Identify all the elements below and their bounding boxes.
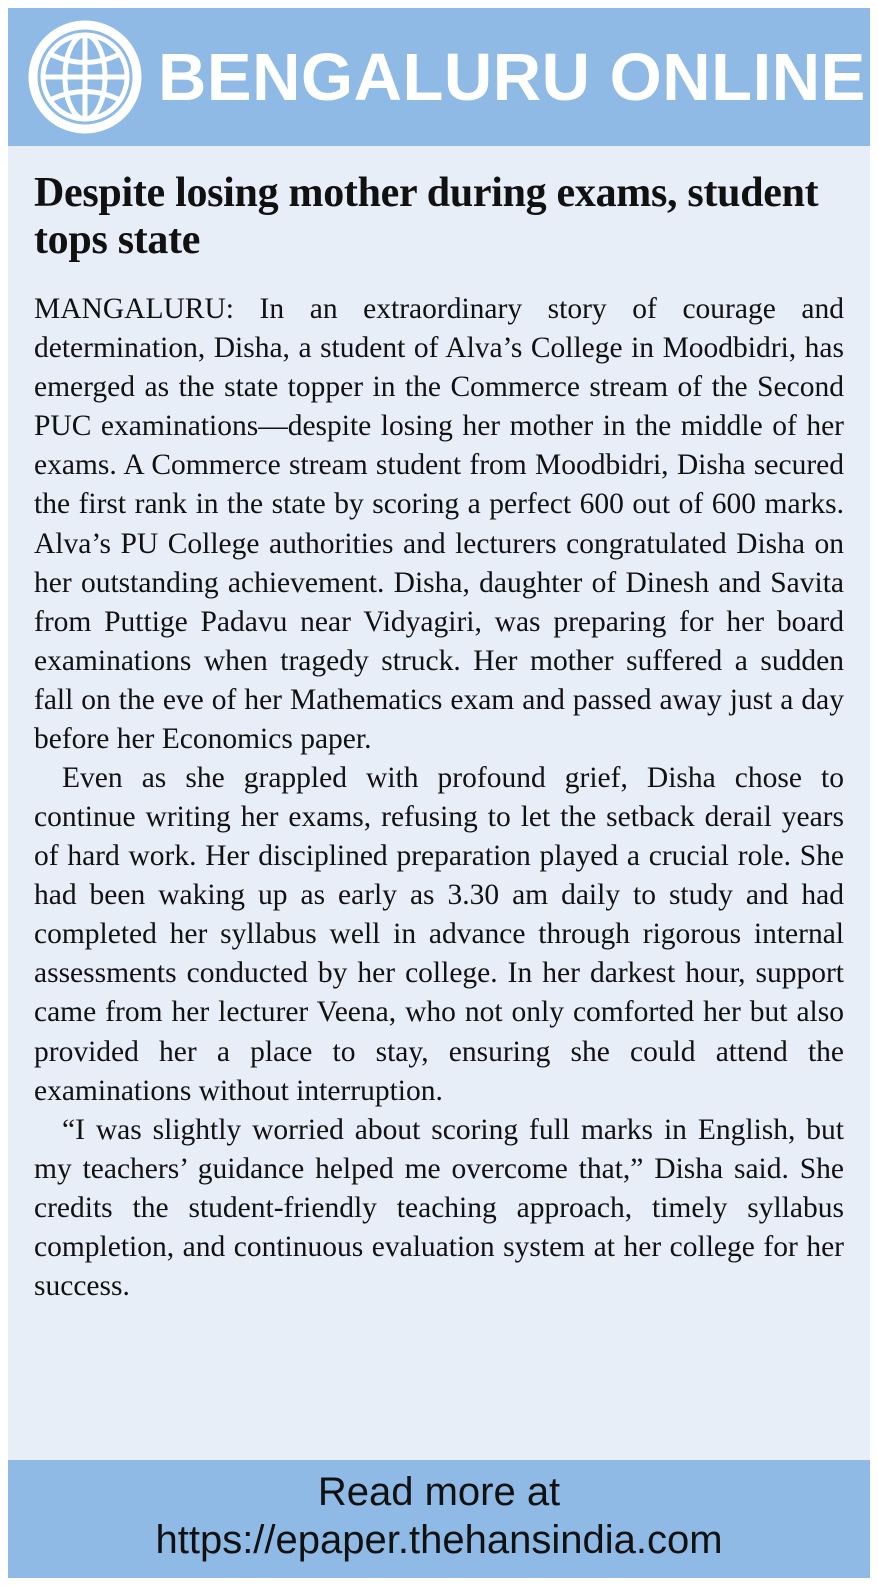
masthead-title: BENGALURU ONLINE xyxy=(158,39,866,115)
footer-cta-label: Read more at xyxy=(317,1470,561,1514)
page-title: Despite losing mother during exams, student tops state xyxy=(34,170,819,264)
globe-icon xyxy=(26,18,144,136)
footer-cta[interactable] xyxy=(8,1460,870,1578)
footer-url-link[interactable]: https://epaper.thehansindia.com xyxy=(155,1518,723,1562)
article-text xyxy=(34,290,844,1306)
article-paragraph: Even as she grappled with profound grief, Disha chose to continue writing her exams, refusing to let the setback derail years of hard work. Her disciplined preparation played a crucial role. She had been waking up as early as 3.30 am daily to study and had completed her syllabus well in advance through rigorous internal assessments conducted by her college. In her darkest hour, support came from her lecturer Veena, who not only comforted her but also provided her a place to stay, ensuring she could attend the examinations without interruption. xyxy=(34,762,844,1107)
article-paragraph: “I was slightly worried about scoring full marks in English, but my teachers’ guidance helped me overcome that,” Disha said. She credits the student-friendly teaching approach, timely syllabus completion, and continuous evaluation system at her college for her success. xyxy=(34,1113,844,1303)
article-body xyxy=(8,146,870,1460)
article-paragraph: MANGALURU: In an extraordinary story of courage and determination, Disha, a student of Alva’s College in Moodbidri, has emerged as the state topper in the Commerce stream of the Second PUC examinations—despite losing her mother in the middle of her exams. A Commerce stream student from Moodbidri, Disha secured the first rank in the state by scoring a perfect 600 out of 600 marks. Alva’s PU College authorities and lecturers congratulated Disha on her outstanding achievement. Disha, daughter of Dinesh and Savita from Puttige Padavu near Vidyagiri, was preparing for her board examinations when tragedy struck. Her mother suffered a sudden fall on the eve of her Mathematics exam and passed away just a day before her Economics paper. xyxy=(34,293,844,755)
masthead xyxy=(8,8,870,146)
